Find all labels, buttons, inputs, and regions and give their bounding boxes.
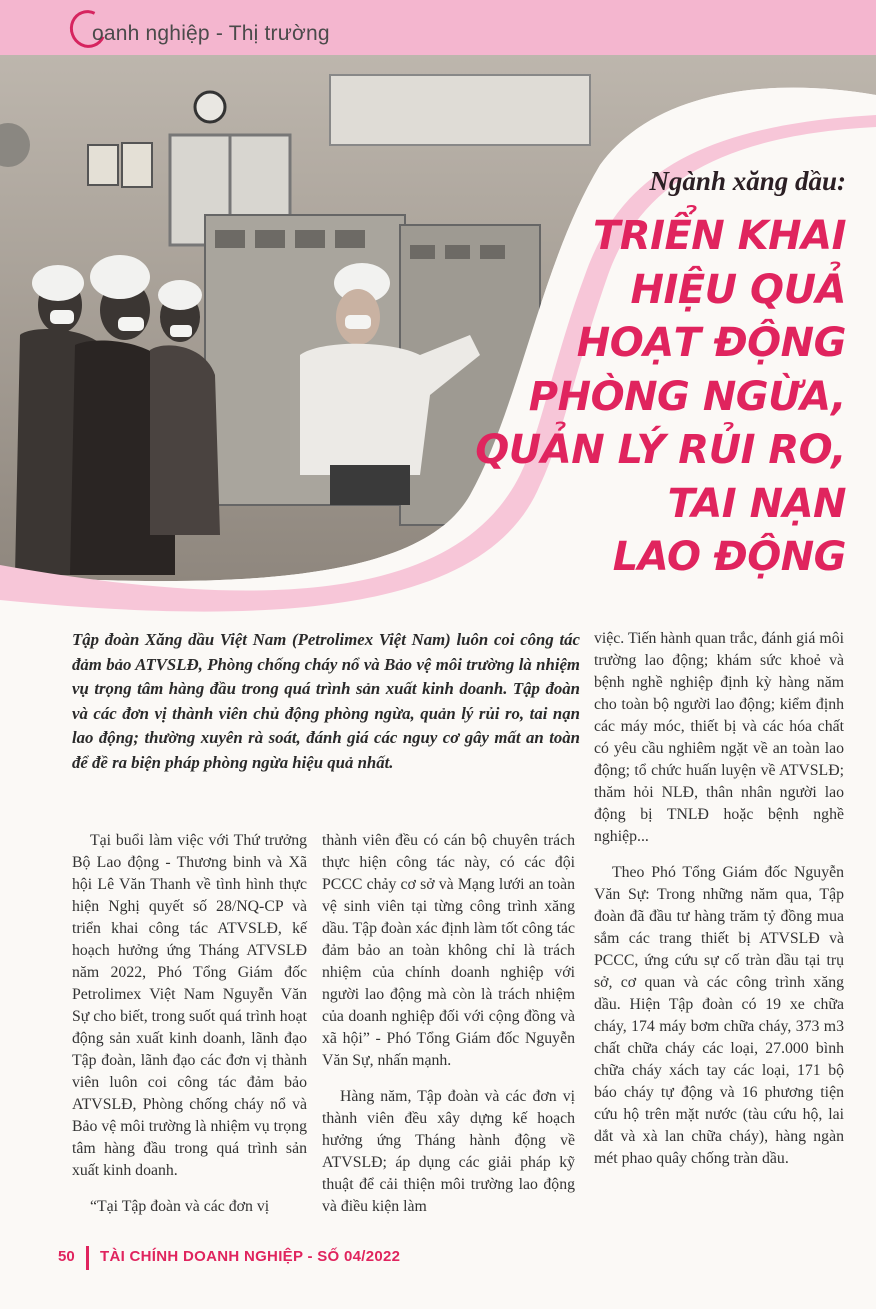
headline-line-3: HOẠT ĐỘNG	[576, 320, 846, 366]
headline-line-6: TAI NẠN	[667, 480, 846, 527]
body-paragraph: Theo Phó Tổng Giám đốc Nguyễn Văn Sự: Trong những năm qua, Tập đoàn đã đầu tư hàng trăm tỷ đồng mua sắm các trang thiết bị ATVSLĐ và PCCC, ứng cứu sự cố tràn dầu tại trụ sở, cơ quan và các công trình xăng dầu. Hiện Tập đoàn có 19 xe chữa cháy, 174 máy bơm chữa cháy, 373 m3 chất chữa cháy các loại, 27.000 bình chữa cháy xách tay các loại, 171 bộ báo cháy tự động và 16 phương tiện cứu hộ trên mặt nước (tàu cứu hộ, lai dắt và xà lan chữa cháy), hàng ngàn mét phao quây chống tràn dầu.	[594, 864, 844, 1167]
headline-line-4: PHÒNG NGỪA,	[528, 373, 846, 420]
page-number: 50	[58, 1248, 75, 1265]
body-column-1	[72, 830, 307, 1232]
headline-line-2: HIỆU QUẢ	[630, 266, 846, 313]
body-column-3	[594, 628, 844, 1184]
headline-line-7: LAO ĐỘNG	[612, 534, 846, 580]
headline	[470, 210, 846, 585]
body-column-2	[322, 830, 575, 1232]
publication-name: TÀI CHÍNH DOANH NGHIỆP - SỐ 04/2022	[100, 1248, 401, 1265]
lead-paragraph: Tập đoàn Xăng dầu Việt Nam (Petrolimex Việt Nam) luôn coi công tác đảm bảo ATVSLĐ, Phòng chống cháy nổ và Bảo vệ môi trường là nhiệm vụ trọng tâm hàng đầu trong quá trình sản xuất kinh doanh. Tập đoàn và các đơn vị thành viên chủ động phòng ngừa, quản lý rủi ro, tai nạn lao động; thường xuyên rà soát, đánh giá các nguy cơ gây mất an toàn để đề ra biện pháp phòng ngừa hiệu quả nhất.	[72, 630, 580, 772]
body-paragraph: “Tại Tập đoàn và các đơn vị	[90, 1198, 270, 1215]
body-paragraph: Tại buổi làm việc với Thứ trưởng Bộ Lao động - Thương binh và Xã hội Lê Văn Thanh về tình hình thực hiện Nghị quyết số 28/NQ-CP và triển khai công tác ATVSLĐ, kế hoạch hưởng ứng Tháng ATVSLĐ năm 2022, Phó Tổng Giám đốc Petrolimex Việt Nam Nguyễn Văn Sự cho biết, trong suốt quá trình hoạt động sản xuất kinh doanh, lãnh đạo Tập đoàn, lãnh đạo các đơn vị thành viên luôn coi công tác đảm bảo ATVSLĐ, Phòng chống cháy nổ và Bảo vệ môi trường là nhiệm vụ trọng tâm hàng đầu trong quá trình sản xuất kinh doanh.	[72, 832, 307, 1179]
body-paragraph: thành viên đều có cán bộ chuyên trách thực hiện công tác này, có các đội PCCC chảy cơ sở và Mạng lưới an toàn vệ sinh viên tại từng công trình xăng dầu. Tập đoàn xác định làm tốt công tác đảm bảo an toàn không chỉ là trách nhiệm của chính doanh nghiệp với người lao động mà còn là trách nhiệm của doanh nghiệp đối với cộng đồng và xã hội” - Phó Tổng Giám đốc Nguyễn Văn Sự, nhấn mạnh.	[322, 832, 575, 1069]
body-paragraph: việc. Tiến hành quan trắc, đánh giá môi trường lao động; khám sức khoẻ và bệnh nghề nghiệp định kỳ hàng năm cho toàn bộ người lao động; kiểm định các máy móc, thiết bị và các hóa chất có yêu cầu nghiêm ngặt về an toàn lao động; tổ chức huấn luyện về ATVSLĐ; thăm hỏi NLĐ, thân nhân người lao động bị TNLĐ hoặc bệnh nghề nghiệp...	[594, 630, 844, 845]
headline-line-5: QUẢN LÝ RỦI RO,	[475, 427, 846, 473]
footer-divider	[86, 1246, 89, 1270]
section-title: oanh nghiệp - Thị trường	[92, 22, 330, 45]
body-paragraph: Hàng năm, Tập đoàn và các đơn vị thành viên đều xây dựng kế hoạch hưởng ứng Tháng hành động về ATVSLĐ; áp dụng các giải pháp kỹ thuật để cải thiện môi trường lao động và điều kiện làm	[322, 1088, 575, 1215]
kicker-title: Ngành xăng dầu:	[649, 166, 846, 196]
headline-line-1: TRIỂN KHAI	[592, 213, 846, 259]
